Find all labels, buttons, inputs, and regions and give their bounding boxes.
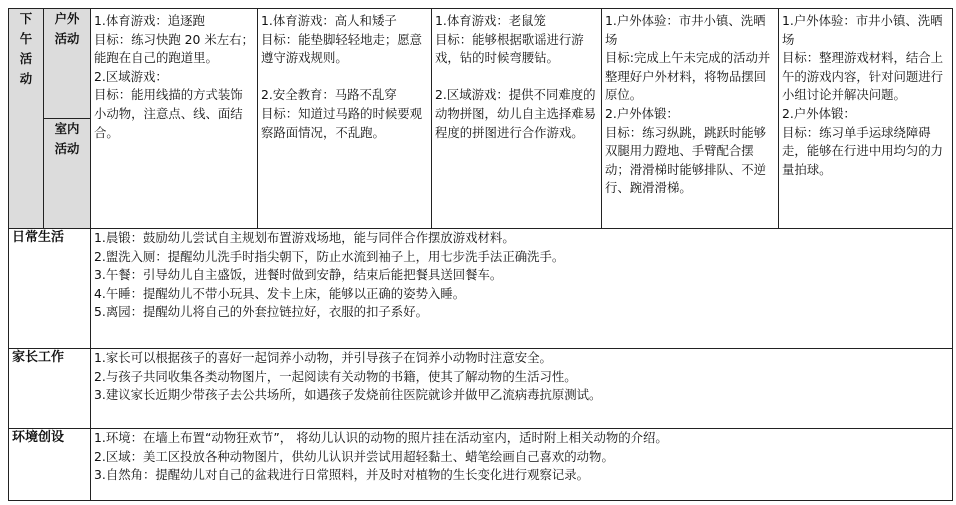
day-2-line: 2.安全教育：马路不乱穿 <box>261 87 397 103</box>
daily-life-item: 5.离园：提醒幼儿将自己的外套拉链拉好，衣服的扣子系好。 <box>94 304 428 320</box>
day-1-line: 目标：能用线描的方式装饰小动物，注意点、线、面结合。 <box>94 87 243 140</box>
day-1-line: 目标：练习快跑 20 米左右；能跑在自己的跑道里。 <box>94 31 254 66</box>
day-5-line: 2.户外体锻： <box>782 105 856 121</box>
day-2-line: 1.体育游戏：高人和矮子 <box>261 13 397 28</box>
day-4-line: 1.户外体验：市井小镇、洗晒场 <box>605 13 766 47</box>
outdoor-label-line-2: 活动 <box>54 31 80 46</box>
parent-work-item: 2.与孩子共同收集各类动物图片，一起阅读有关动物的书籍，使其了解动物的生活习性。 <box>94 368 577 384</box>
environment-item: 3.自然角：提醒幼儿对自己的盆栽进行日常照料，并及时对植物的生长变化进行观察记录。 <box>94 467 590 483</box>
day-3-line: 2.区域游戏：提供不同难度的动物拼图，幼儿自主选择难易程度的拼图进行合作游戏。 <box>435 87 597 140</box>
daily-life-item: 3.午餐：引导幼儿自主盛饭，进餐时做到安静，结束后能把餐具送回餐车。 <box>94 267 503 283</box>
day-4-line: 目标：练习纵跳，跳跃时能够双腿用力蹬地、手臂配合摆动；滑滑梯时能够排队、不逆行、踠滑滑梯。 <box>605 124 767 196</box>
day-5-line: 目标：整理游戏材料，结合上午的游戏内容，针对问题进行小组讨论并解决问题。 <box>782 50 944 103</box>
day-2-line <box>261 68 428 87</box>
day-1-line: 2.区域游戏： <box>94 68 168 84</box>
day-5-line: 目标：练习单手运球绕障碍走，能够在行进中用均匀的力量拍球。 <box>782 124 944 177</box>
day-4-line: 目标:完成上午未完成的活动并整理好户外材料，将物品摆回原位。 <box>605 50 771 103</box>
day-5-afternoon-cell <box>779 9 953 229</box>
indoor-label-line-2: 活动 <box>54 141 80 156</box>
environment-item: 2.区域：美工区投放各种动物图片，供幼儿认识并尝试用超轻黏土、蜡笔绘画自己喜欢的动物。 <box>94 448 614 464</box>
parent-work-content <box>91 349 953 429</box>
outdoor-label-line-1: 户外 <box>54 11 80 26</box>
afternoon-label-char-2: 午 <box>19 31 33 46</box>
day-4-afternoon-cell <box>602 9 779 229</box>
day-3-line <box>435 68 598 87</box>
daily-life-row <box>9 229 953 349</box>
day-1-line: 1.体育游戏：追逐跑 <box>94 13 205 28</box>
afternoon-activity-label <box>9 9 44 229</box>
afternoon-label-char-4: 动 <box>19 71 33 86</box>
environment-item: 1.环境：在墙上布置“动物狂欢节”， 将幼儿认识的动物的照片挂在活动室内，适时附上相关动物的介绍。 <box>94 430 668 445</box>
environment-content <box>91 429 953 501</box>
indoor-activity-label <box>44 119 91 229</box>
environment-row <box>9 429 953 501</box>
parent-work-label: 家长工作 <box>9 349 91 429</box>
day-2-line: 目标：知道过马路的时候要观察路面情况，不乱跑。 <box>261 105 423 140</box>
daily-life-label: 日常生活 <box>9 229 91 349</box>
afternoon-label-char-1: 下 <box>19 11 33 26</box>
day-3-afternoon-cell <box>432 9 602 229</box>
day-2-line: 目标：能垫脚轻轻地走；愿意遵守游戏规则。 <box>261 31 423 66</box>
indoor-label-line-1: 室内 <box>54 121 80 136</box>
day-3-line: 目标：能够根据歌谣进行游戏，钻的时候弯腰钻。 <box>435 31 584 66</box>
day-1-afternoon-cell <box>91 9 258 229</box>
parent-work-row <box>9 349 953 429</box>
parent-work-item: 3.建议家长近期少带孩子去公共场所，如遇孩子发烧前往医院就诊并做甲乙流病毒抗原测试。 <box>94 387 602 403</box>
day-5-line: 1.户外体验：市井小镇、洗晒场 <box>782 13 943 47</box>
environment-label: 环境创设 <box>9 429 91 501</box>
weekly-plan-table <box>8 8 953 501</box>
daily-life-item: 4.午睡：提醒幼儿不带小玩具、发卡上床，能够以正确的姿势入睡。 <box>94 285 466 301</box>
day-4-line: 2.户外体锻： <box>605 105 679 121</box>
daily-life-item: 2.盥洗入厕：提醒幼儿洗手时指尖朝下，防止水流到袖子上，用七步洗手法正确洗手。 <box>94 248 565 264</box>
day-2-afternoon-cell <box>258 9 432 229</box>
daily-life-content <box>91 229 953 349</box>
outdoor-activity-label <box>44 9 91 119</box>
afternoon-label-char-3: 活 <box>19 51 33 66</box>
afternoon-outdoor-row <box>9 9 953 119</box>
parent-work-item: 1.家长可以根据孩子的喜好一起饲养小动物，并引导孩子在饲养小动物时注意安全。 <box>94 350 552 365</box>
day-3-line: 1.体育游戏：老鼠笼 <box>435 13 546 28</box>
daily-life-item: 1.晨锻：鼓励幼儿尝试自主规划布置游戏场地，能与同伴合作摆放游戏材料。 <box>94 230 515 245</box>
